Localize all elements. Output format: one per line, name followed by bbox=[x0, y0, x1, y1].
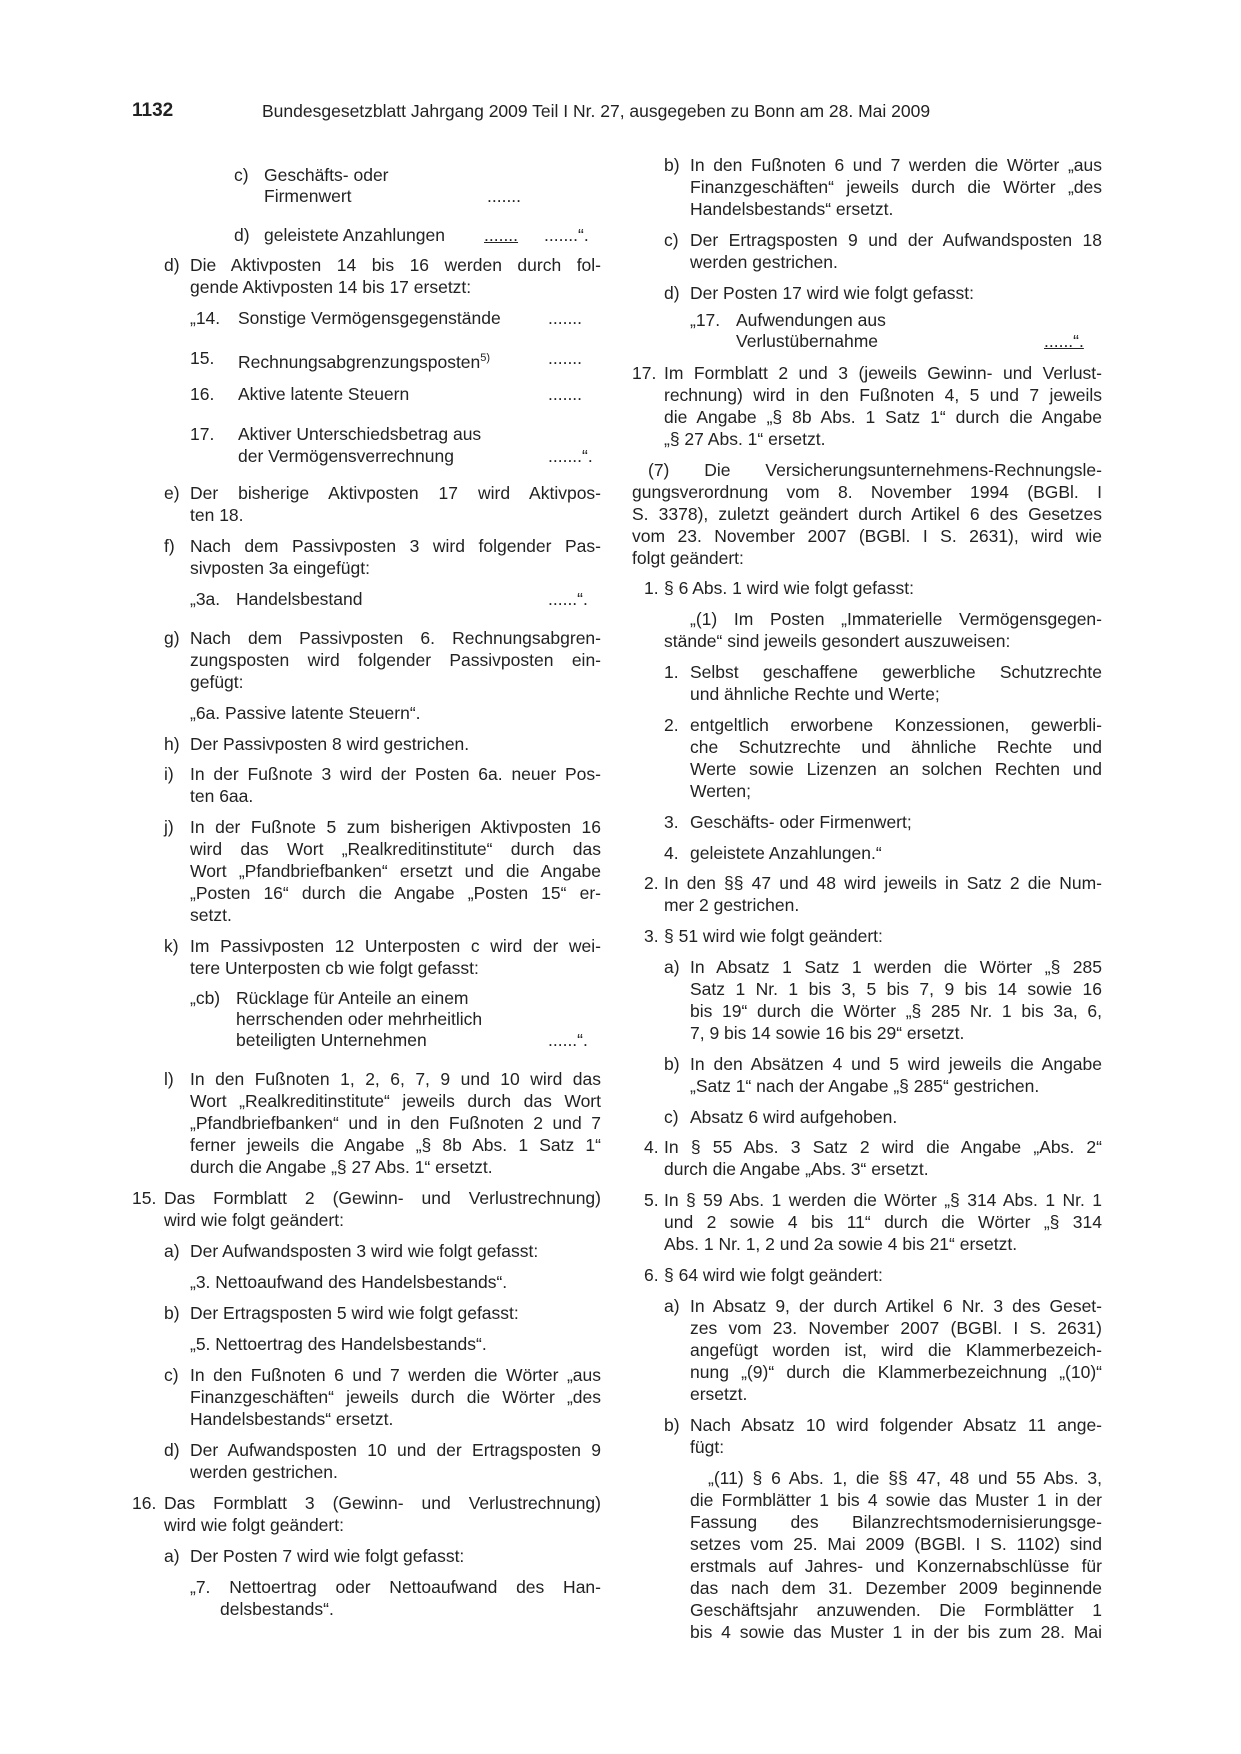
text-line: durch die Angabe „Abs. 3“ ersetzt. bbox=[664, 1159, 929, 1179]
text-line: Der Ertragsposten 5 wird wie folgt gefasst: bbox=[190, 1303, 519, 1323]
text-line: In den Fußnoten 1, 2, 6, 7, 9 und 10 wird das bbox=[190, 1069, 601, 1089]
item-label: b) bbox=[164, 1303, 180, 1323]
text-line: Der bisherige Aktivposten 17 wird Aktivpos- bbox=[190, 483, 601, 503]
text-line: Aktiver Unterschiedsbetrag aus bbox=[238, 424, 482, 444]
item-number: „17. bbox=[690, 310, 721, 330]
text-line bbox=[238, 347, 490, 373]
text-line: Verlustübernahme bbox=[736, 331, 879, 351]
item-number: 16. bbox=[190, 384, 215, 404]
text-line: In den Fußnoten 6 und 7 werden die Wörter „aus bbox=[190, 1365, 601, 1385]
text-line: § 64 wird wie folgt geändert: bbox=[664, 1265, 883, 1285]
item-number: 2. bbox=[664, 715, 679, 735]
item-label: d) bbox=[664, 283, 680, 303]
text-line: Nach dem Passivposten 6. Rechnungsabgren- bbox=[190, 628, 601, 648]
item-number: 15. bbox=[132, 1188, 157, 1208]
quote-line: „3. Nettoaufwand des Handelsbestands“. bbox=[190, 1272, 508, 1292]
text-line: Handelsbestands“ ersetzt. bbox=[190, 1409, 394, 1429]
page-number: 1132 bbox=[132, 100, 174, 121]
leader-dots: ....... bbox=[484, 225, 519, 245]
text-line: folgt geändert: bbox=[632, 548, 744, 568]
text-line: wird das Wort „Realkreditinstitute“ durch das bbox=[190, 839, 601, 859]
running-head: Bundesgesetzblatt Jahrgang 2009 Teil I Nr. 27, ausgegeben zu Bonn am 28. Mai 2009 bbox=[262, 101, 931, 121]
text-line: zungsposten wird folgender Passivposten ein- bbox=[190, 650, 601, 670]
text-line: wird wie folgt geändert: bbox=[164, 1515, 344, 1535]
item-label: f) bbox=[164, 536, 175, 556]
item-label: k) bbox=[164, 936, 179, 956]
quote-line: Geschäftsjahr anzuwenden. Die Formblätter 1 bbox=[690, 1600, 1102, 1620]
text-line: Geschäfts- oder bbox=[264, 165, 389, 185]
text-line: § 6 Abs. 1 wird wie folgt gefasst: bbox=[664, 578, 914, 598]
item-label: a) bbox=[664, 957, 680, 977]
text-line: Der Posten 7 wird wie folgt gefasst: bbox=[190, 1546, 465, 1566]
text-line: In der Fußnote 5 zum bisherigen Aktivposten 16 bbox=[190, 817, 601, 837]
text-line: In Absatz 1 Satz 1 werden die Wörter „§ 285 bbox=[690, 957, 1102, 977]
text-line: setzt. bbox=[190, 905, 232, 925]
text-line: bis 19“ durch die Wörter „§ 285 Nr. 1 bis 3a, 6, bbox=[690, 1001, 1102, 1021]
text-line: gungsverordnung vom 8. November 1994 (BGBl. I bbox=[632, 482, 1102, 502]
text-line: gefügt: bbox=[190, 672, 244, 692]
text-line: und ähnliche Rechte und Werte; bbox=[690, 684, 940, 704]
text-line: Absatz 6 wird aufgehoben. bbox=[690, 1107, 898, 1127]
text-line: Finanzgeschäften“ jeweils durch die Wörter „des bbox=[690, 177, 1102, 197]
item-label: b) bbox=[664, 155, 680, 175]
quote-line: setzes vom 25. Mai 2009 (BGBl. I S. 1102) sind bbox=[690, 1534, 1102, 1554]
text-line: Handelsbestands“ ersetzt. bbox=[690, 199, 894, 219]
text-line: Satz 1 Nr. 1 bis 3, 5 bis 7, 9 bis 14 sowie 16 bbox=[690, 979, 1102, 999]
page-header bbox=[0, 100, 1241, 126]
quote-line: „6a. Passive latente Steuern“. bbox=[190, 703, 421, 723]
item-number: 15. bbox=[190, 348, 215, 368]
leader-dots: ....... bbox=[548, 348, 583, 368]
text-line: In Absatz 9, der durch Artikel 6 Nr. 3 des Geset- bbox=[690, 1296, 1102, 1316]
text-line: werden gestrichen. bbox=[190, 1462, 338, 1482]
item-number: „3a. bbox=[190, 589, 221, 609]
item-label: e) bbox=[164, 483, 180, 503]
text-line: entgeltlich erworbene Konzessionen, gewerbli- bbox=[690, 715, 1102, 735]
text-line: geleistete Anzahlungen bbox=[264, 225, 445, 245]
text-line: „§ 27 Abs. 1“ ersetzt. bbox=[664, 429, 826, 449]
item-number: „cb) bbox=[190, 988, 221, 1008]
item-number: 2. bbox=[644, 873, 659, 893]
item-label: c) bbox=[664, 230, 679, 250]
text-line: tere Unterposten cb wie folgt gefasst: bbox=[190, 958, 479, 978]
text-line: § 51 wird wie folgt geändert: bbox=[664, 926, 883, 946]
text-line: Der Aufwandsposten 3 wird wie folgt gefasst: bbox=[190, 1241, 539, 1261]
item-label: c) bbox=[234, 165, 249, 185]
text-line: Werte sowie Lizenzen an solchen Rechten und bbox=[690, 759, 1102, 779]
quote-line: delsbestands“. bbox=[220, 1599, 334, 1619]
quote-line: „(1) Im Posten „Immaterielle Vermögensgegen- bbox=[690, 609, 1102, 629]
text-line: ferner jeweils die Angabe „§ 8b Abs. 1 Satz 1“ bbox=[190, 1135, 601, 1155]
item-number: 3. bbox=[664, 812, 679, 832]
leader-dots: .......“. bbox=[544, 225, 589, 245]
text-line: vom 23. November 2007 (BGBl. I S. 2631), wird wie bbox=[632, 526, 1102, 546]
item-label: c) bbox=[164, 1365, 179, 1385]
text-line: In den Fußnoten 6 und 7 werden die Wörter „aus bbox=[690, 155, 1102, 175]
item-number: 16. bbox=[132, 1493, 157, 1513]
item-number: 17. bbox=[632, 363, 657, 383]
text-line: „Posten 16“ durch die Angabe „Posten 15“ er- bbox=[190, 883, 601, 903]
text-line: In § 55 Abs. 3 Satz 2 wird die Angabe „Abs. 2“ bbox=[664, 1137, 1102, 1157]
item-label: a) bbox=[164, 1241, 180, 1261]
text-line: Geschäfts- oder Firmenwert; bbox=[690, 812, 912, 832]
text-line: che Schutzrechte und ähnliche Rechte und bbox=[690, 737, 1102, 757]
text-line: Der Aufwandsposten 10 und der Ertragsposten 9 bbox=[190, 1440, 601, 1460]
text-line: Wort „Realkreditinstitute“ jeweils durch das Wort bbox=[190, 1091, 601, 1111]
text-line: Der Passivposten 8 wird gestrichen. bbox=[190, 734, 470, 754]
item-number: 17. bbox=[190, 424, 215, 444]
text-line: ersetzt. bbox=[690, 1384, 748, 1404]
text-run: Rechnungsabgrenzungsposten bbox=[238, 351, 481, 372]
leader-dots: .......“. bbox=[548, 446, 593, 466]
item-label: a) bbox=[664, 1296, 680, 1316]
item-label: g) bbox=[164, 628, 180, 648]
item-label: a) bbox=[164, 1546, 180, 1566]
text-line: Der Posten 17 wird wie folgt gefasst: bbox=[690, 283, 975, 303]
text-line: Aktive latente Steuern bbox=[238, 384, 410, 404]
text-line: Abs. 1 Nr. 1, 2 und 2a sowie 4 bis 21“ ersetzt. bbox=[664, 1234, 1018, 1254]
item-label: d) bbox=[164, 1440, 180, 1460]
text-line: Aufwendungen aus bbox=[736, 310, 886, 330]
text-line: Werten; bbox=[690, 781, 751, 801]
text-line: Das Formblatt 3 (Gewinn- und Verlustrechnung) bbox=[164, 1493, 601, 1513]
leader-dots bbox=[1044, 330, 1084, 352]
text-line: In den Absätzen 4 und 5 wird jeweils die Angabe bbox=[690, 1054, 1102, 1074]
text-line: In den §§ 47 und 48 wird jeweils in Satz 2 die Num- bbox=[664, 873, 1102, 893]
item-number: 1. bbox=[664, 662, 679, 682]
leader-dots: ....... bbox=[548, 308, 583, 328]
text-line: Sonstige Vermögensgegenstände bbox=[238, 308, 501, 328]
item-number: 4. bbox=[664, 843, 679, 863]
item-label: h) bbox=[164, 734, 180, 754]
text-line: und 2 sowie 4 bis 11“ durch die Wörter „§ 314 bbox=[664, 1212, 1102, 1232]
quote-line: die Formblätter 1 bis 4 sowie das Muster 1 in der bbox=[690, 1490, 1102, 1510]
quote-line: „(11) § 6 Abs. 1, die §§ 47, 48 und 55 Abs. 3, bbox=[708, 1468, 1102, 1488]
text-line: Nach Absatz 10 wird folgender Absatz 11 ange- bbox=[690, 1415, 1102, 1435]
text-line: herrschenden oder mehrheitlich bbox=[236, 1009, 483, 1029]
quote-line: Fassung des Bilanzrechtsmodernisierungsge- bbox=[690, 1512, 1102, 1532]
text-line: In § 59 Abs. 1 werden die Wörter „§ 314 Abs. 1 Nr. 1 bbox=[664, 1190, 1102, 1210]
quote-line: „7. Nettoertrag oder Nettoaufwand des Han- bbox=[190, 1577, 601, 1597]
item-label: d) bbox=[234, 225, 250, 245]
text-line: Die Aktivposten 14 bis 16 werden durch fol- bbox=[190, 255, 601, 275]
item-number: 5. bbox=[644, 1190, 659, 1210]
text-line: sivposten 3a eingefügt: bbox=[190, 558, 370, 578]
item-label: l) bbox=[164, 1069, 174, 1089]
text-line: rechnung) wird in den Fußnoten 4, 5 und 7 jeweils bbox=[664, 385, 1102, 405]
text-line: mer 2 gestrichen. bbox=[664, 895, 800, 915]
text-line: 7, 9 bis 14 sowie 16 bis 29“ ersetzt. bbox=[690, 1023, 965, 1043]
text-line: zes vom 23. November 2007 (BGBl. I S. 2631) bbox=[690, 1318, 1102, 1338]
footnote-ref: 5) bbox=[480, 352, 491, 364]
text-line: angefügt worden ist, wird die Klammerbezeich- bbox=[690, 1340, 1102, 1360]
item-number: 3. bbox=[644, 926, 659, 946]
quote-line: stände“ sind jeweils gesondert auszuweisen: bbox=[664, 631, 1011, 651]
text-line: der Vermögensverrechnung bbox=[238, 446, 454, 466]
text-line: Handelsbestand bbox=[236, 589, 363, 609]
text-line: In der Fußnote 3 wird der Posten 6a. neuer Pos- bbox=[190, 764, 601, 784]
text-line: „Satz 1“ nach der Angabe „§ 285“ gestrichen. bbox=[690, 1076, 1040, 1096]
text-line: Finanzgeschäften“ jeweils durch die Wörter „des bbox=[190, 1387, 601, 1407]
item-number: 6. bbox=[644, 1265, 659, 1285]
text-line: S. 3378), zuletzt geändert durch Artikel 6 des Gesetzes bbox=[632, 504, 1102, 524]
text-line: (7) Die Versicherungsunternehmens-Rechnungsle- bbox=[648, 460, 1102, 480]
quote-line: erstmals auf Jahres- und Konzernabschlüsse für bbox=[690, 1556, 1102, 1576]
text-line: gende Aktivposten 14 bis 17 ersetzt: bbox=[190, 277, 472, 297]
text-line: nung „(9)“ durch die Klammerbezeichnung „(10)“ bbox=[690, 1362, 1102, 1382]
text-line: geleistete Anzahlungen.“ bbox=[690, 843, 882, 863]
text-run: ......“. bbox=[1044, 331, 1084, 351]
text-line: werden gestrichen. bbox=[690, 252, 838, 272]
leader-dots: ......“. bbox=[548, 1030, 588, 1050]
text-line: ten 6aa. bbox=[190, 786, 254, 806]
text-line: die Angabe „§ 8b Abs. 1 Satz 1“ durch die Angabe bbox=[664, 407, 1102, 427]
item-number: 4. bbox=[644, 1137, 659, 1157]
text-line: „Pfandbriefbanken“ und in den Fußnoten 2 und 7 bbox=[190, 1113, 601, 1133]
item-label: c) bbox=[664, 1107, 679, 1127]
text-line: Das Formblatt 2 (Gewinn- und Verlustrechnung) bbox=[164, 1188, 601, 1208]
item-label: b) bbox=[664, 1415, 680, 1435]
text-line: Firmenwert bbox=[264, 186, 352, 206]
item-label: j) bbox=[164, 817, 174, 837]
item-label: d) bbox=[164, 255, 180, 275]
leader-dots: ....... bbox=[487, 186, 522, 206]
item-label: i) bbox=[164, 764, 174, 784]
text-line: fügt: bbox=[690, 1437, 725, 1457]
text-line: Rücklage für Anteile an einem bbox=[236, 988, 469, 1008]
text-line: Der Ertragsposten 9 und der Aufwandsposten 18 bbox=[690, 230, 1102, 250]
item-number: „14. bbox=[190, 308, 221, 328]
text-line: ten 18. bbox=[190, 505, 244, 525]
text-line: beteiligten Unternehmen bbox=[236, 1030, 427, 1050]
quote-line: „5. Nettoertrag des Handelsbestands“. bbox=[190, 1334, 487, 1354]
text-line: durch die Angabe „§ 27 Abs. 1“ ersetzt. bbox=[190, 1157, 493, 1177]
text-line: Selbst geschaffene gewerbliche Schutzrechte bbox=[690, 662, 1102, 682]
text-line: Nach dem Passivposten 3 wird folgender Pas- bbox=[190, 536, 601, 556]
leader-dots: ......“. bbox=[548, 589, 588, 609]
leader-dots: ....... bbox=[548, 384, 583, 404]
item-label: b) bbox=[664, 1054, 680, 1074]
text-line: Wort „Pfandbriefbanken“ ersetzt und die Angabe bbox=[190, 861, 601, 881]
text-line: Im Passivposten 12 Unterposten c wird der wei- bbox=[190, 936, 601, 956]
text-line: wird wie folgt geändert: bbox=[164, 1210, 344, 1230]
text-line: Im Formblatt 2 und 3 (jeweils Gewinn- und Verlust- bbox=[664, 363, 1102, 383]
quote-line: bis 4 sowie das Muster 1 in der bis zum 28. Mai bbox=[690, 1622, 1102, 1642]
item-number: 1. bbox=[644, 578, 659, 598]
quote-line: das nach dem 31. Dezember 2009 beginnende bbox=[690, 1578, 1102, 1598]
